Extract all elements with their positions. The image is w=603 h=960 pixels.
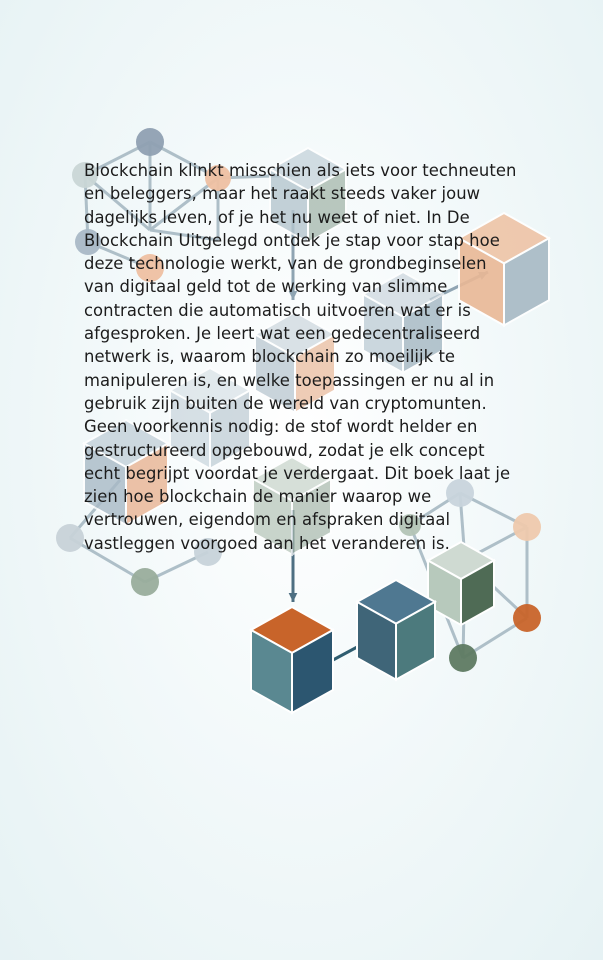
blurb-line: zien hoe blockchain de manier waarop we (84, 487, 432, 507)
network-node-icon (131, 568, 159, 596)
back-cover-blurb (84, 159, 554, 555)
cube-icon (251, 607, 333, 713)
network-node-icon (513, 604, 541, 632)
network-node-icon (56, 524, 84, 552)
blurb-line: echt begrijpt voordat je verdergaat. Dit boek laat je (84, 463, 511, 483)
blurb-line: deze technologie werkt, van de grondbeginselen (84, 254, 487, 274)
blurb-line: dagelijks leven, of je het nu weet of niet. In De (84, 207, 470, 227)
blurb-line: gebruik zijn buiten de wereld van cryptomunten. (84, 393, 487, 413)
blurb-line: vertrouwen, eigendom en afspraken digitaal (84, 510, 451, 530)
blurb-line: afgesproken. Je leert wat een gedecentraliseerd (84, 324, 481, 344)
blurb-line: netwerk is, waarom blockchain zo moeilijk te (84, 347, 456, 367)
blurb-line: en beleggers, maar het raakt steeds vaker jouw (84, 184, 481, 204)
blurb-line: Blockchain Uitgelegd ontdek je stap voor stap hoe (84, 230, 500, 250)
blurb-line: gestructureerd opgebouwd, zodat je elk concept (84, 440, 485, 460)
blurb-line: contracten die automatisch uitvoeren wat er is (84, 300, 471, 320)
blurb-line: Blockchain klinkt misschien als iets voor techneuten (84, 161, 517, 180)
network-node-icon (136, 128, 164, 156)
blurb-line: Geen voorkennis nodig: de stof wordt helder en (84, 417, 478, 437)
blurb-line: manipuleren is, en welke toepassingen er nu al in (84, 370, 495, 390)
cube-icon (357, 580, 435, 680)
network-node-icon (449, 644, 477, 672)
blurb-line: vastleggen voorgoed aan het veranderen is. (84, 533, 450, 553)
arrow-head (289, 593, 298, 602)
blurb-line: van digitaal geld tot de werking van slimme (84, 277, 448, 297)
